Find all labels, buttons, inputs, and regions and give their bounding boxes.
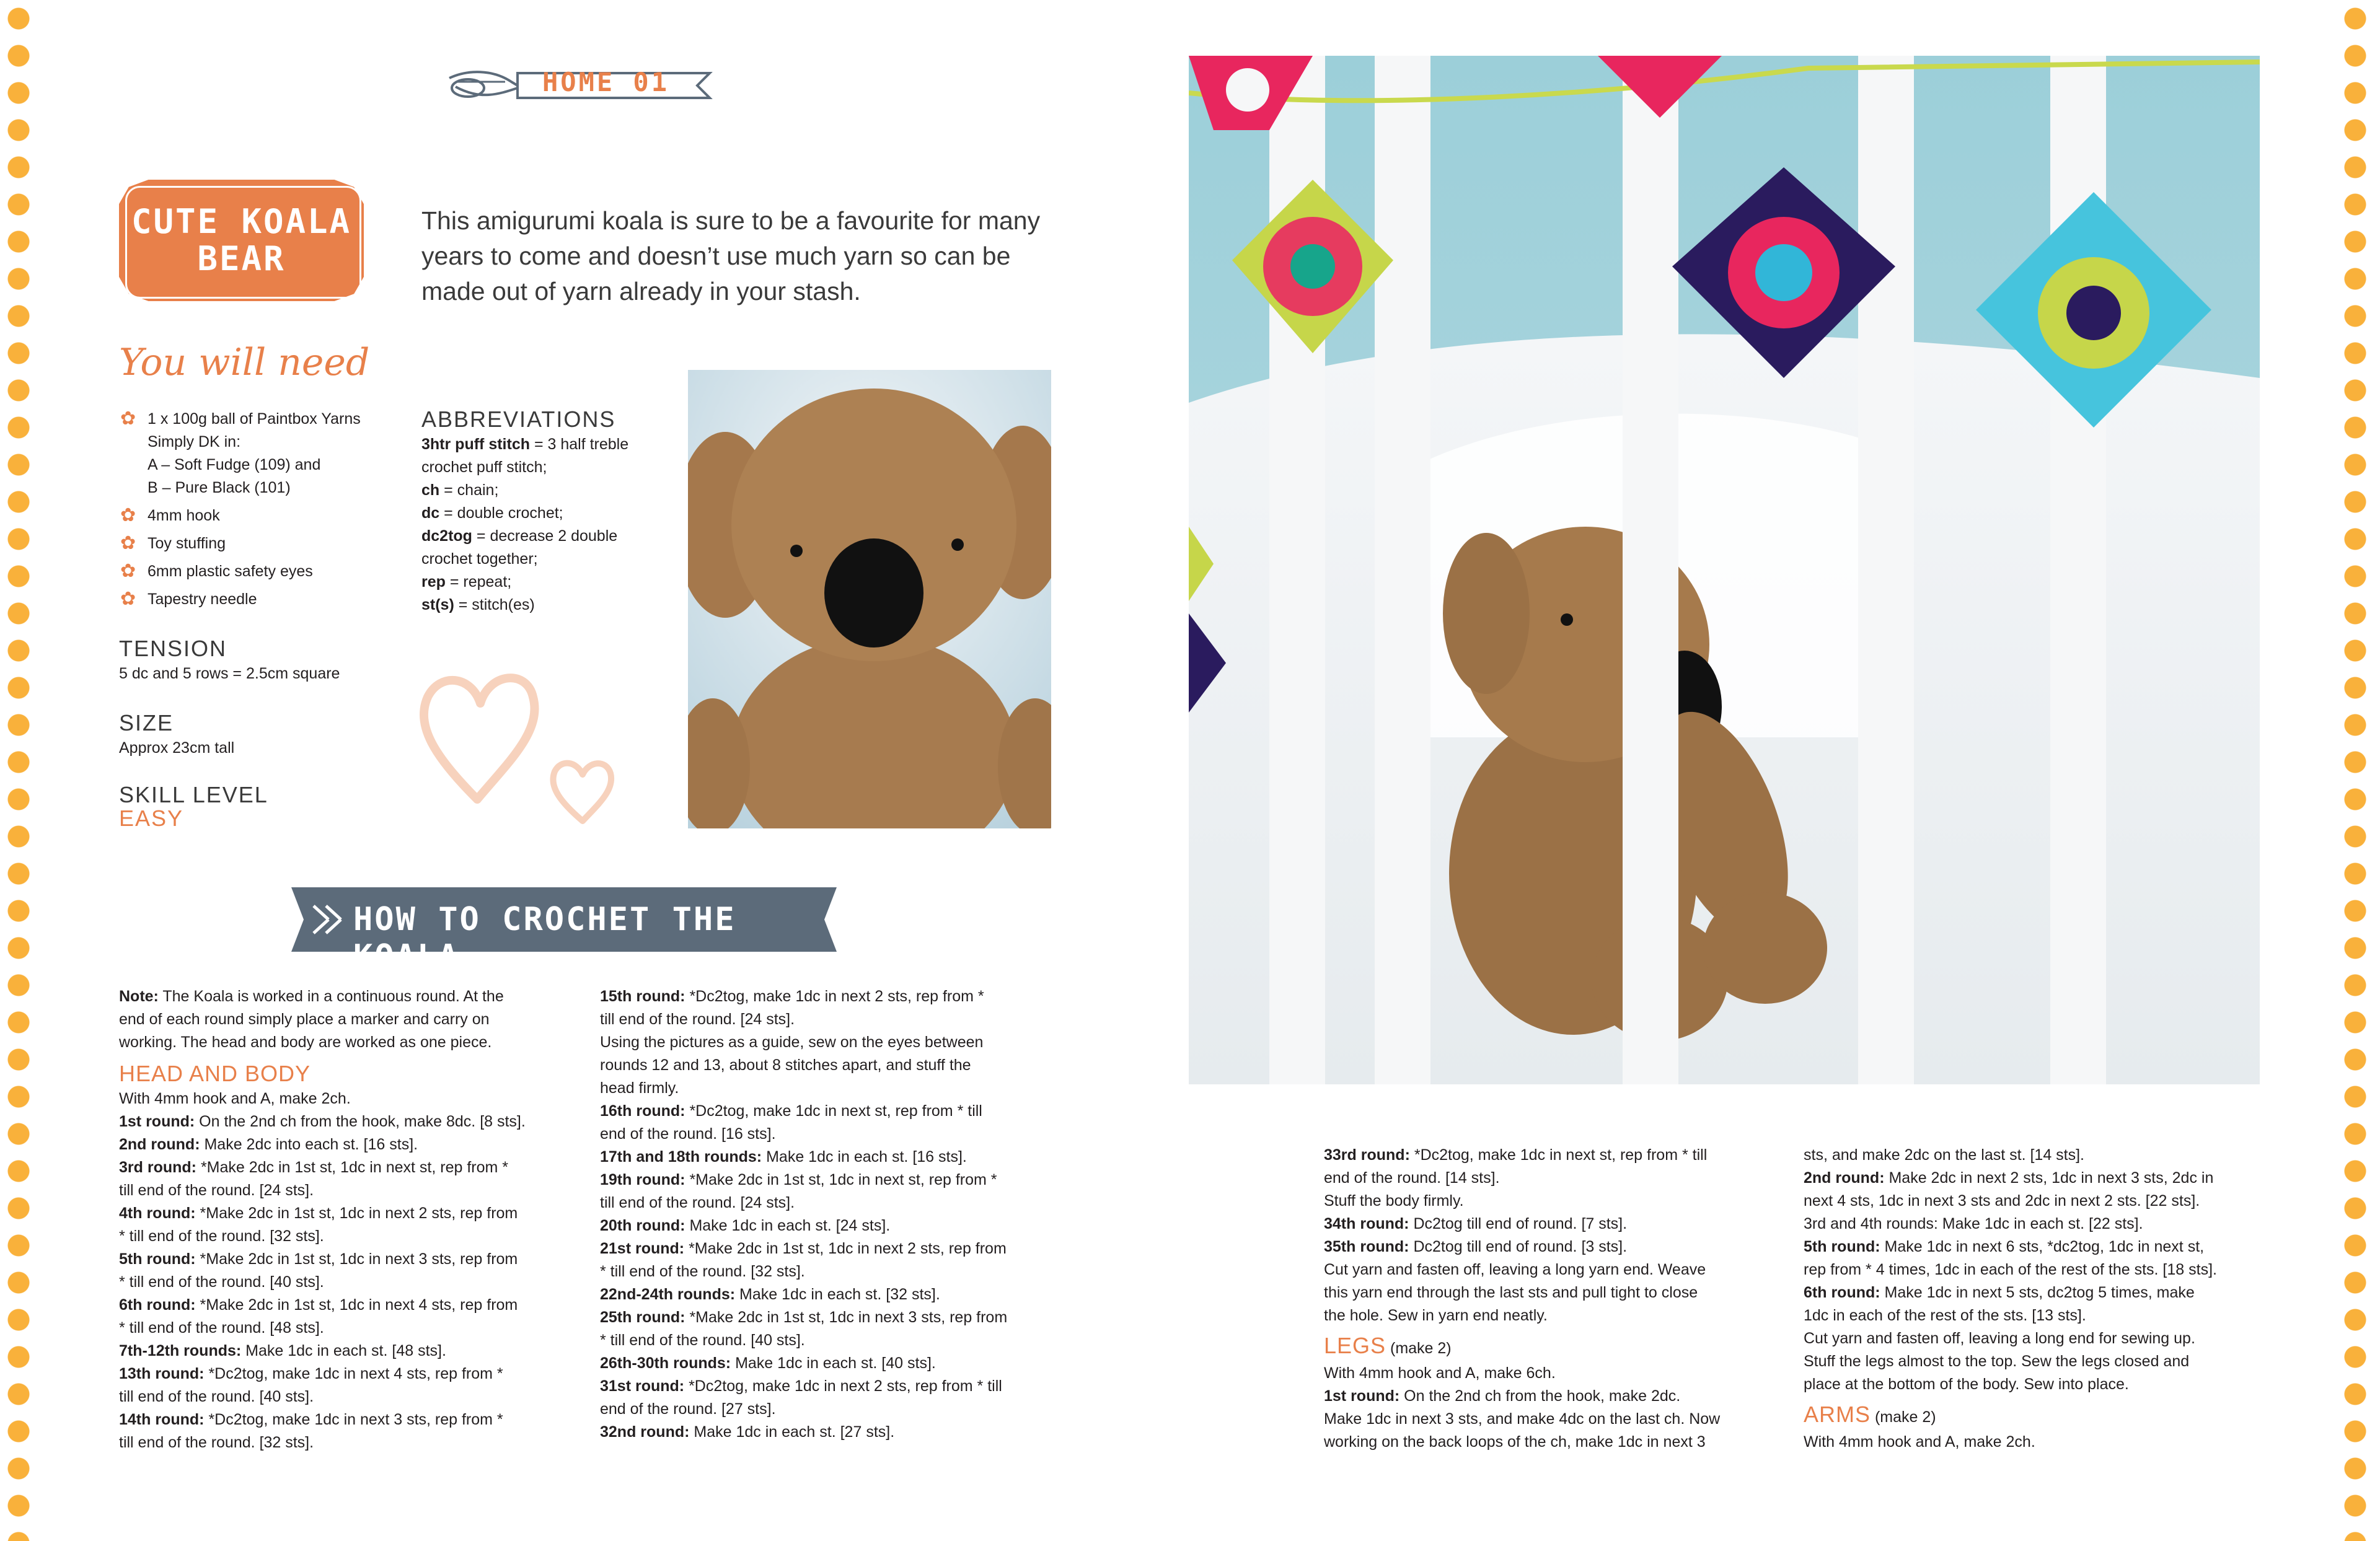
instruction-text: = 3 half treble [530,436,629,453]
instruction-line [421,456,682,479]
arms-instructions [1804,1431,2293,1454]
instruction-text: With 4mm hook and A, make 2ch. [119,1090,351,1107]
left-dotted-border [0,0,37,1541]
instruction-line [600,1283,1071,1306]
instruction-line [1324,1408,1795,1431]
instruction-label: st(s) [421,596,454,613]
instruction-text: sts, and make 2dc on the last st. [14 sts]. [1804,1146,2085,1164]
size-value: Approx 23cm tall [119,739,235,757]
instruction-line [1804,1258,2293,1281]
skill-heading: SKILL LEVEL [119,782,268,807]
instruction-line [421,525,682,548]
instruction-label: 17th and 18th rounds: [600,1148,762,1166]
instruction-line [600,1100,1071,1123]
instruction-text: end of the round. [16 sts]. [600,1125,776,1143]
instruction-line [1324,1304,1795,1327]
legs-heading [1324,1332,1795,1362]
instruction-text: *Dc2tog, make 1dc in next 4 sts, rep from * [204,1365,503,1382]
size-block [119,709,416,760]
section-label [542,67,669,97]
instruction-label: 35th round: [1324,1238,1409,1255]
instruction-text: Dc2tog till end of round. [3 sts]. [1409,1238,1628,1255]
instruction-text: * till end of the round. [32 sts]. [119,1227,324,1245]
instruction-line [119,1156,565,1179]
materials-text: B – Pure Black (101) [148,479,291,496]
materials-item [119,588,416,611]
instruction-text: till end of the round. [24 sts]. [600,1011,795,1028]
instruction-label: 14th round: [119,1411,205,1428]
instruction-text: till end of the round. [24 sts]. [119,1182,314,1199]
materials-text: 6mm plastic safety eyes [148,563,313,580]
right-dotted-border [2330,0,2380,1541]
abbreviations-list [421,433,682,617]
column-4 [1804,1144,2293,1454]
instruction-text: till end of the round. [24 sts]. [600,1194,795,1211]
page-title [119,203,364,278]
instruction-line [600,1146,1071,1169]
instruction-text: * till end of the round. [40 sts]. [600,1332,805,1349]
instruction-line [1324,1167,1795,1190]
instruction-text: * till end of the round. [48 sts]. [119,1319,324,1337]
instruction-line [1324,1362,1795,1385]
instruction-label: dc2tog [421,527,472,545]
hearts-decoration [409,644,645,830]
instruction-label: rep [421,573,446,590]
you-will-need-heading: You will need [119,341,370,384]
instruction-text: *Dc2tog, make 1dc in next st, rep from * till [1409,1146,1708,1164]
instruction-text: * till end of the round. [40 sts]. [119,1273,324,1291]
instruction-line [119,1031,565,1054]
instruction-line [1804,1373,2293,1396]
instruction-line [119,1363,565,1385]
header-text: HOME 01 [542,67,670,97]
instruction-line [119,1133,565,1156]
intro-paragraph: This amigurumi koala is sure to be a favourite for many years to come and doesn’t use much yarn so can be made out of yarn already in your stash. [421,206,1041,305]
instruction-text: With 4mm hook and A, make 6ch. [1324,1364,1556,1382]
instruction-text: Cut yarn and fasten off, leaving a long yarn end. Weave [1324,1261,1706,1278]
instruction-line [600,1352,1071,1375]
materials-item [119,532,416,555]
instruction-line [119,1225,565,1248]
instruction-line [600,1306,1071,1329]
title-line-1: CUTE KOALA [131,202,352,241]
instruction-line [600,1008,1071,1031]
instruction-text: end of the round. [14 sts]. [1324,1169,1500,1187]
flower-bullet-icon: ✿ [120,533,136,553]
instruction-text: Make 1dc in each st. [24 sts]. [685,1217,891,1234]
instruction-text: *Make 2dc in 1st st, 1dc in next st, rep from * [196,1159,508,1176]
legs-instructions-continued [1804,1144,2293,1396]
instruction-line [600,1421,1071,1444]
instruction-line [1804,1167,2293,1190]
abbreviations-block [421,406,682,617]
how-to-banner [291,887,852,975]
instruction-text: Make 1dc in each st. [16 sts]. [762,1148,967,1166]
instruction-text: *Make 2dc in 1st st, 1dc in next 2 sts, rep from [684,1240,1007,1257]
instruction-label: 33rd round: [1324,1146,1410,1164]
arms-heading [1804,1401,2293,1431]
instruction-label: 6th round: [1804,1284,1880,1301]
instruction-label: 22nd-24th rounds: [600,1286,736,1303]
instruction-text: *Dc2tog, make 1dc in next 2 sts, rep from * till [684,1377,1002,1395]
skill-block [119,783,416,830]
instruction-line [119,1202,565,1225]
instruction-line [1804,1190,2293,1213]
instruction-text: rounds 12 and 13, about 8 stitches apart, and stuff the [600,1056,971,1074]
tension-block [119,635,416,685]
body-instructions-continued [600,985,1071,1444]
instruction-text: *Dc2tog, make 1dc in next st, rep from * till [685,1102,982,1120]
instruction-label: 13th round: [119,1365,205,1382]
instruction-text: next 4 sts, 1dc in next 3 sts and 2dc in next 2 sts. [22 sts]. [1804,1192,2200,1210]
instruction-line [1324,1431,1795,1454]
column-3 [1324,1144,1795,1454]
instruction-line [1804,1327,2293,1350]
instruction-label: 32nd round: [600,1423,690,1441]
instruction-text: *Make 2dc in 1st st, 1dc in next 3 sts, rep from [685,1309,1008,1326]
instruction-line [600,1214,1071,1237]
instruction-text: Make 1dc in each st. [48 sts]. [241,1342,446,1359]
instruction-text: Make 1dc in next 6 sts, *dc2tog, 1dc in next st, [1880,1238,2205,1255]
abbreviations-heading: ABBREVIATIONS [421,406,616,432]
instruction-text: With 4mm hook and A, make 2ch. [1804,1433,2035,1451]
flower-bullet-icon: ✿ [120,589,136,609]
materials-text: Toy stuffing [148,535,226,552]
instruction-label: 21st round: [600,1240,685,1257]
instruction-line [1804,1144,2293,1167]
legs-count: (make 2) [1386,1340,1452,1357]
materials-text: A – Soft Fudge (109) and [148,456,321,473]
section-header [443,57,716,114]
instruction-text: working. The head and body are worked as one piece. [119,1034,492,1051]
instruction-text: place at the bottom of the body. Sew into place. [1804,1376,2129,1393]
materials-text: Tapestry needle [148,590,257,608]
instruction-text: *Dc2tog, make 1dc in next 2 sts, rep from * [685,988,984,1005]
body-finish-instructions [1324,1144,1795,1327]
title-line-2: BEAR [197,239,286,278]
instruction-line [600,1237,1071,1260]
instruction-label: ch [421,481,440,499]
koala-closeup-illustration [688,370,1051,828]
instruction-line [119,1179,565,1202]
instruction-label: 1st round: [1324,1387,1400,1405]
instruction-label: 4th round: [119,1205,196,1222]
note-paragraph [119,985,565,1054]
instruction-line [119,1294,565,1317]
instruction-line [119,1340,565,1363]
instruction-label: 3htr puff stitch [421,436,530,453]
instruction-label: 6th round: [119,1296,196,1314]
instruction-text: head firmly. [600,1079,679,1097]
column-2 [600,985,1071,1444]
instruction-label: 20th round: [600,1217,685,1234]
koala-closeup-photo [688,370,1051,828]
instruction-label: 15th round: [600,988,685,1005]
how-to-label: HOW TO CROCHET THE KOALA [353,901,736,975]
instruction-line [119,1008,565,1031]
crib-scene-illustration [1189,56,2260,1084]
instruction-text: end of each round simply place a marker and carry on [119,1011,490,1028]
instruction-text: = decrease 2 double [472,527,618,545]
flower-bullet-icon: ✿ [120,505,136,525]
instruction-line [119,1087,565,1110]
instruction-text: *Make 2dc in 1st st, 1dc in next 3 sts, rep from [195,1250,518,1268]
instruction-text: = chain; [439,481,499,499]
instruction-text: Make 1dc in each st. [32 sts]. [735,1286,940,1303]
instruction-line [600,1398,1071,1421]
flower-bullet-icon: ✿ [120,408,136,429]
instruction-text: end of the round. [27 sts]. [600,1400,776,1418]
instruction-text: On the 2nd ch from the hook, make 2dc. [1399,1387,1681,1405]
instruction-text: Dc2tog till end of round. [7 sts]. [1409,1215,1628,1232]
instruction-line [119,1385,565,1408]
instruction-label: 7th-12th rounds: [119,1342,242,1359]
tension-value: 5 dc and 5 rows = 2.5cm square [119,665,340,682]
instruction-label: 34th round: [1324,1215,1409,1232]
instruction-line [1804,1304,2293,1327]
instruction-line [119,1408,565,1431]
instruction-line [421,548,682,571]
flower-bullet-icon: ✿ [120,561,136,581]
instruction-label: 16th round: [600,1102,685,1120]
instruction-label: 1st round: [119,1113,195,1130]
instruction-line [119,1317,565,1340]
instruction-text: Make 2dc in next 2 sts, 1dc in next 3 sts, 2dc in [1884,1169,2214,1187]
instruction-line [600,1169,1071,1192]
column-1 [119,985,565,1454]
legs-heading-text: LEGS [1324,1333,1386,1358]
instruction-line [1324,1281,1795,1304]
instruction-label: 5th round: [1804,1238,1880,1255]
instruction-line [1804,1431,2293,1454]
instruction-line [421,479,682,502]
instruction-line [421,571,682,594]
instruction-text: Using the pictures as a guide, sew on the eyes between [600,1034,984,1051]
materials-list [119,408,416,616]
materials-text: Simply DK in: [148,433,241,450]
instruction-label: 26th-30th rounds: [600,1354,731,1372]
instruction-text: The Koala is worked in a continuous round. At the [158,988,504,1005]
arms-heading-text: ARMS [1804,1402,1871,1427]
instruction-line [600,1329,1071,1352]
instruction-line [119,1431,565,1454]
head-and-body-instructions [119,1087,565,1454]
instruction-label: 3rd round: [119,1159,196,1176]
instruction-line [119,1110,565,1133]
instruction-line [1804,1350,2293,1373]
instruction-line [600,1031,1071,1054]
instruction-text: On the 2nd ch from the hook, make 8dc. [8 sts]. [195,1113,526,1130]
instruction-text: *Make 2dc in 1st st, 1dc in next 2 sts, rep from [195,1205,518,1222]
instruction-line [1324,1258,1795,1281]
instruction-text: *Make 2dc in 1st st, 1dc in next st, rep from * [685,1171,997,1188]
instruction-line [1324,1385,1795,1408]
instruction-text: *Make 2dc in 1st st, 1dc in next 4 sts, rep from [195,1296,518,1314]
instruction-text: Make 2dc into each st. [16 sts]. [200,1136,418,1153]
arms-count: (make 2) [1871,1408,1936,1426]
instruction-text: Make 1dc in each st. [27 sts]. [689,1423,895,1441]
instruction-label: Note: [119,988,159,1005]
instruction-text: Make 1dc in next 3 sts, and make 4dc on the last ch. Now [1324,1410,1721,1428]
instruction-text: Stuff the legs almost to the top. Sew the legs closed and [1804,1353,2190,1370]
instruction-line [600,985,1071,1008]
instruction-text: till end of the round. [40 sts]. [119,1388,314,1405]
instruction-line [119,1271,565,1294]
head-and-body-heading: HEAD AND BODY [119,1061,311,1086]
instruction-label: dc [421,504,440,522]
instruction-label: 2nd round: [119,1136,200,1153]
skill-value: EASY [119,806,184,831]
instruction-text: till end of the round. [32 sts]. [119,1434,314,1451]
instruction-label: 19th round: [600,1171,685,1188]
instruction-text: Make 1dc in each st. [40 sts]. [731,1354,936,1372]
legs-instructions [1324,1362,1795,1454]
materials-text: 1 x 100g ball of Paintbox Yarns [148,410,361,428]
instruction-line [1804,1281,2293,1304]
instruction-label: 2nd round: [1804,1169,1885,1187]
instruction-text: rep from * 4 times, 1dc in each of the rest of the sts. [18 sts]. [1804,1261,2217,1278]
materials-item [119,504,416,527]
instruction-line [421,594,682,617]
instruction-line [1324,1213,1795,1236]
instruction-text: * till end of the round. [32 sts]. [600,1263,805,1280]
tension-heading: TENSION [119,636,227,661]
materials-text: 4mm hook [148,507,220,524]
instruction-label: 31st round: [600,1377,685,1395]
instruction-line [600,1375,1071,1398]
instruction-text: crochet puff stitch; [421,459,547,476]
instruction-text: working on the back loops of the ch, make 1dc in next 3 [1324,1433,1706,1451]
instruction-text: = repeat; [445,573,512,590]
instruction-line [600,1123,1071,1146]
instruction-text: 3rd and 4th rounds: Make 1dc in each st. [22 sts]. [1804,1215,2143,1232]
instruction-text: Stuff the body firmly. [1324,1192,1464,1210]
instruction-text: the hole. Sew in yarn end neatly. [1324,1307,1548,1324]
instruction-line [600,1077,1071,1100]
materials-item [119,560,416,583]
instruction-text: this yarn end through the last sts and pull tight to close [1324,1284,1698,1301]
materials-item [119,408,416,499]
instruction-line [1324,1190,1795,1213]
size-heading: SIZE [119,710,174,735]
instruction-text: 1dc in each of the rest of the sts. [13 sts]. [1804,1307,2086,1324]
instruction-label: 5th round: [119,1250,196,1268]
instruction-line [1804,1236,2293,1258]
instruction-text: = double crochet; [439,504,563,522]
instruction-line [600,1054,1071,1077]
instruction-text: *Dc2tog, make 1dc in next 3 sts, rep from * [204,1411,503,1428]
instruction-text: Cut yarn and fasten off, leaving a long end for sewing up. [1804,1330,2195,1347]
instruction-line [421,433,682,456]
koala-crib-photo [1189,56,2260,1084]
instruction-text: crochet together; [421,550,538,568]
instruction-text: = stitch(es) [454,596,535,613]
instruction-line [1804,1213,2293,1236]
instruction-line [119,985,565,1008]
instruction-line [119,1248,565,1271]
instruction-line [1324,1144,1795,1167]
instruction-label: 25th round: [600,1309,685,1326]
instruction-line [421,502,682,525]
instruction-line [1324,1236,1795,1258]
instruction-text: Make 1dc in next 5 sts, dc2tog 5 times, make [1880,1284,2195,1301]
instruction-line [600,1260,1071,1283]
instruction-line [600,1192,1071,1214]
